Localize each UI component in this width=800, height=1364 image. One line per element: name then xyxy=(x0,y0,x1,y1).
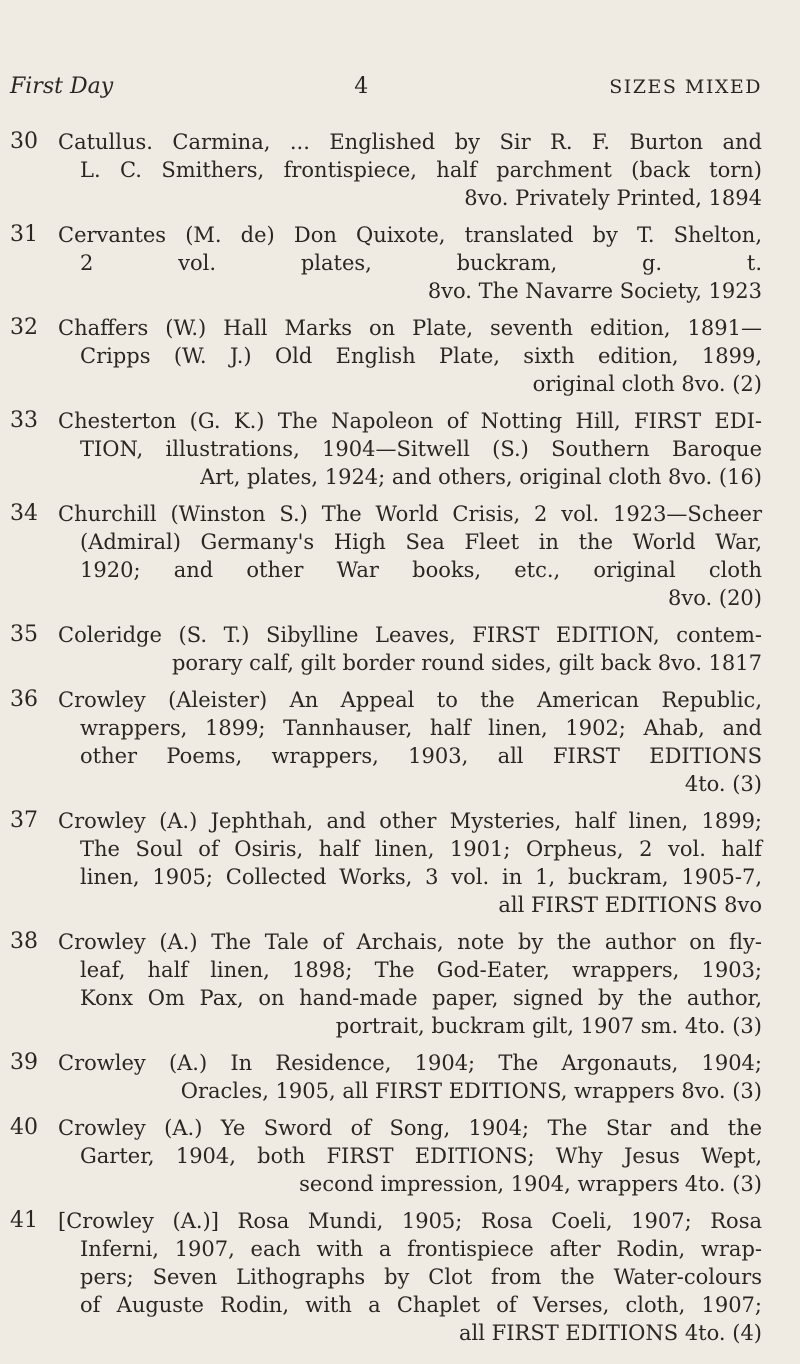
lot-description-line: original cloth 8vo. (2) xyxy=(532,372,762,396)
lot-number: 39 xyxy=(10,1050,38,1075)
lot-description-line: L. C. Smithers, frontispiece, half parchment (back torn) xyxy=(80,158,762,182)
lot-description-line: wrappers, 1899; Tannhauser, half linen, 1902; Ahab, and xyxy=(80,716,762,740)
lot-entry xyxy=(10,807,762,919)
lot-description-line: Art, plates, 1924; and others, original cloth 8vo. (16) xyxy=(200,465,762,489)
lot-description-line: Crowley (A.) Jephthah, and other Mysteries, half linen, 1899; xyxy=(58,809,762,833)
lot-description-line: Crowley (Aleister) An Appeal to the American Republic, xyxy=(58,688,762,712)
lot-description-line: pers; Seven Lithographs by Clot from the Water-colours xyxy=(80,1265,762,1289)
lot-number: 32 xyxy=(10,315,38,340)
lot-description-line: 8vo. (20) xyxy=(668,586,762,610)
lot-entry xyxy=(10,1049,762,1105)
lot-description-line: (Admiral) Germany's High Sea Fleet in the World War, xyxy=(80,530,762,554)
lot-description-line: Coleridge (S. T.) Sibylline Leaves, FIRST EDITION, contem- xyxy=(58,623,762,647)
lot-description-line: Cervantes (M. de) Don Quixote, translated by T. Shelton, xyxy=(58,223,762,247)
lot-description-line: Crowley (A.) The Tale of Archais, note by the author on fly- xyxy=(58,930,762,954)
lot-description-line: portrait, buckram gilt, 1907 sm. 4to. (3) xyxy=(335,1014,762,1038)
lot-description-line: leaf, half linen, 1898; The God-Eater, wrappers, 1903; xyxy=(80,958,762,982)
lot-entry xyxy=(10,928,762,1040)
lot-description-line: linen, 1905; Collected Works, 3 vol. in 1, buckram, 1905-7, xyxy=(80,865,762,889)
lot-description-line: Garter, 1904, both FIRST EDITIONS; Why Jesus Wept, xyxy=(80,1144,762,1168)
lot-number: 40 xyxy=(10,1115,38,1140)
lot-entry xyxy=(10,221,762,305)
lot-number: 36 xyxy=(10,687,38,712)
lot-description-line: 8vo. The Navarre Society, 1923 xyxy=(427,279,762,303)
lot-entry xyxy=(10,621,762,677)
lot-number: 38 xyxy=(10,929,38,954)
lot-description-line: all FIRST EDITIONS 4to. (4) xyxy=(459,1321,762,1345)
lot-description-line: Chesterton (G. K.) The Napoleon of Notting Hill, FIRST EDI- xyxy=(58,409,762,433)
page-number: 4 xyxy=(354,74,369,99)
lot-entry xyxy=(10,500,762,612)
lot-entry xyxy=(10,314,762,398)
lot-description-line: Catullus. Carmina, ... Englished by Sir R. F. Burton and xyxy=(58,130,762,154)
lot-description-line: of Auguste Rodin, with a Chaplet of Verses, cloth, 1907; xyxy=(80,1293,762,1317)
lot-number: 31 xyxy=(10,222,38,247)
lot-description-line: Crowley (A.) Ye Sword of Song, 1904; The Star and the xyxy=(58,1116,762,1140)
lot-entry xyxy=(10,128,762,212)
lot-description-line: Chaffers (W.) Hall Marks on Plate, seventh edition, 1891— xyxy=(58,316,762,340)
lot-description-line: 8vo. Privately Printed, 1894 xyxy=(464,186,762,210)
lot-list xyxy=(10,128,762,1356)
lot-description-line: The Soul of Osiris, half linen, 1901; Orpheus, 2 vol. half xyxy=(80,837,762,861)
lot-description-line: TION, illustrations, 1904—Sitwell (S.) Southern Baroque xyxy=(80,437,762,461)
lot-number: 41 xyxy=(10,1208,38,1233)
lot-description-line: second impression, 1904, wrappers 4to. (3) xyxy=(299,1172,762,1196)
lot-description-line: Cripps (W. J.) Old English Plate, sixth edition, 1899, xyxy=(80,344,762,368)
lot-entry xyxy=(10,686,762,798)
lot-description-line: porary calf, gilt border round sides, gilt back 8vo. 1817 xyxy=(171,651,762,675)
lot-description-line: Inferni, 1907, each with a frontispiece after Rodin, wrap- xyxy=(80,1237,762,1261)
lot-description-line: Oracles, 1905, all FIRST EDITIONS, wrappers 8vo. (3) xyxy=(180,1079,762,1103)
lot-number: 34 xyxy=(10,501,38,526)
lot-description-line: 1920; and other War books, etc., original cloth xyxy=(80,558,762,582)
lot-description-line: Churchill (Winston S.) The World Crisis, 2 vol. 1923—Scheer xyxy=(58,502,762,526)
lot-entry xyxy=(10,1207,762,1347)
page-header xyxy=(10,74,762,99)
lot-number: 35 xyxy=(10,622,38,647)
header-sizes: SIZES MIXED xyxy=(609,76,762,98)
lot-entry xyxy=(10,407,762,491)
lot-description-line: other Poems, wrappers, 1903, all FIRST EDITIONS xyxy=(80,744,762,768)
lot-entry xyxy=(10,1114,762,1198)
lot-description-line: Crowley (A.) In Residence, 1904; The Argonauts, 1904; xyxy=(58,1051,762,1075)
lot-description-line: 2 vol. plates, buckram, g. t. xyxy=(80,251,762,275)
lot-number: 30 xyxy=(10,129,38,154)
lot-description-line: all FIRST EDITIONS 8vo xyxy=(498,893,762,917)
lot-description-line: Konx Om Pax, on hand-made paper, signed by the author, xyxy=(80,986,762,1010)
lot-number: 33 xyxy=(10,408,38,433)
header-day: First Day xyxy=(10,74,114,99)
lot-description-line: [Crowley (A.)] Rosa Mundi, 1905; Rosa Coeli, 1907; Rosa xyxy=(58,1209,762,1233)
lot-number: 37 xyxy=(10,808,38,833)
lot-description-line: 4to. (3) xyxy=(684,772,762,796)
